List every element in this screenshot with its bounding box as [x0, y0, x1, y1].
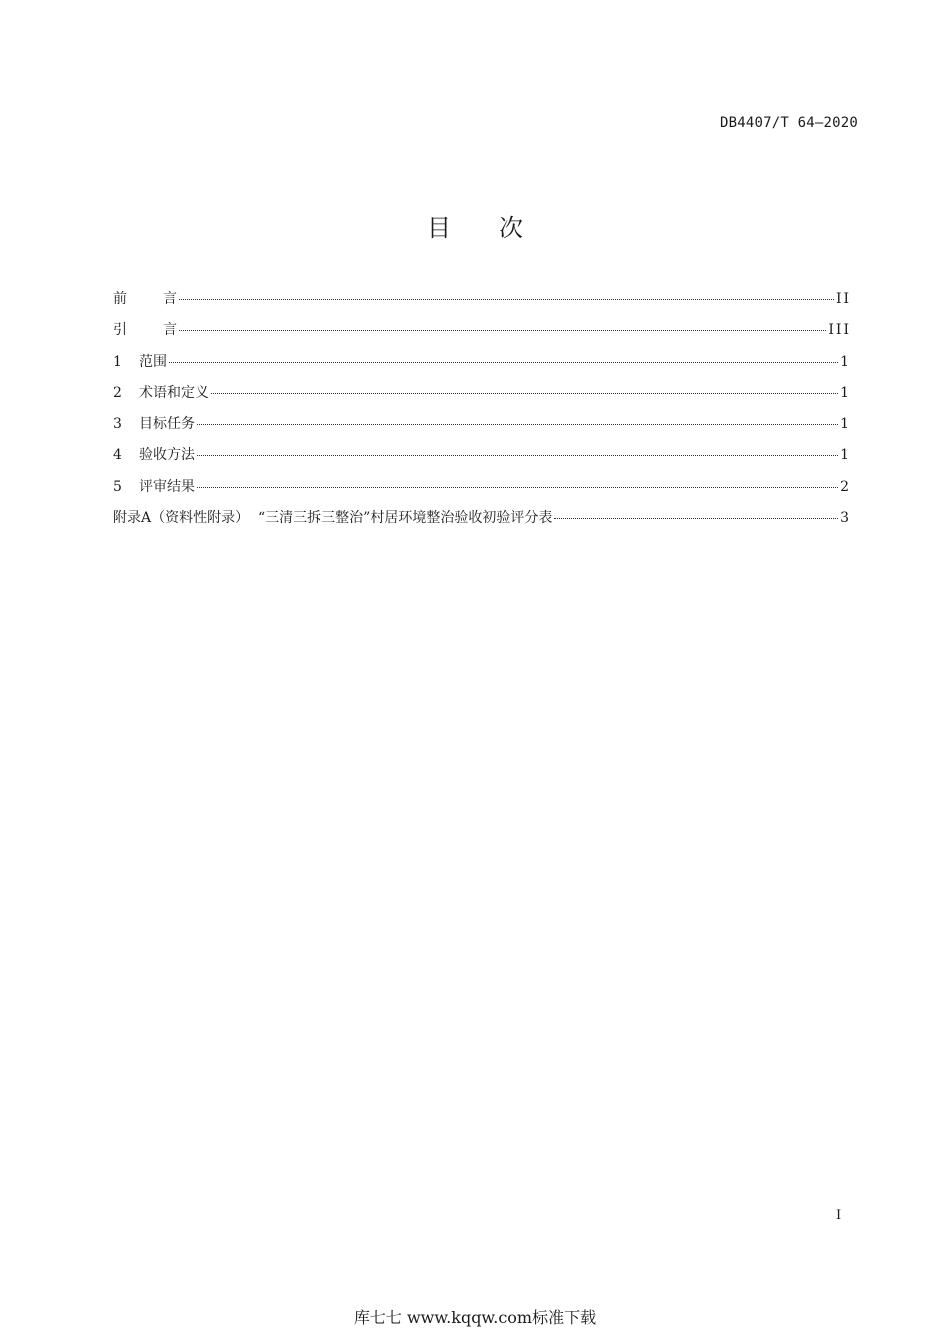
- toc-label-part: 前: [113, 291, 127, 307]
- toc-label: 验收方法: [139, 447, 195, 464]
- toc-page-number: 1: [840, 384, 851, 401]
- toc-entry-acceptance-method[interactable]: [113, 444, 851, 475]
- toc-label-part: 引: [113, 322, 127, 339]
- toc-entry-terms[interactable]: [113, 382, 851, 413]
- page-title: [0, 208, 950, 243]
- toc-entry-review-results[interactable]: [113, 476, 851, 507]
- title-char-1: 目: [427, 214, 451, 242]
- dot-leader: [211, 393, 838, 394]
- toc-label: 目标任务: [139, 416, 195, 433]
- toc-label: 术语和定义: [139, 384, 209, 401]
- dot-leader: [169, 362, 838, 363]
- toc-entry-objectives[interactable]: [113, 413, 851, 444]
- toc-page-number: 1: [840, 353, 851, 370]
- dot-leader: [179, 330, 826, 331]
- toc-page-number: III: [828, 322, 851, 339]
- table-of-contents: [113, 288, 851, 538]
- toc-section-number: 5: [113, 478, 122, 495]
- page-number: I: [836, 1208, 842, 1223]
- toc-entry-scope[interactable]: [113, 351, 851, 382]
- toc-entry-appendix-a[interactable]: [113, 507, 851, 538]
- toc-entry-foreword[interactable]: [113, 288, 851, 319]
- toc-section-number: 3: [113, 416, 122, 433]
- toc-label-part: 言: [163, 291, 177, 307]
- document-code: DB4407/T 64—2020: [719, 115, 858, 131]
- toc-label: 附录A（资料性附录） “三清三拆三整治”村居环境整治验收初验评分表: [113, 510, 553, 527]
- toc-entry-introduction[interactable]: [113, 319, 851, 350]
- toc-page-number: 1: [840, 447, 851, 464]
- title-char-2: 次: [499, 214, 523, 242]
- dot-leader: [554, 518, 838, 519]
- toc-section-number: 4: [113, 447, 122, 464]
- dot-leader: [197, 487, 838, 488]
- toc-page-number: II: [835, 291, 851, 307]
- toc-section-number: 1: [113, 353, 122, 370]
- dot-leader: [197, 424, 838, 425]
- footer-watermark-text: 库七七 www.kqqw.com标准下载: [353, 1308, 597, 1327]
- toc-label: 评审结果: [139, 478, 195, 495]
- toc-page-number: 1: [840, 416, 851, 433]
- toc-section-number: 2: [113, 384, 122, 401]
- toc-page-number: 2: [840, 478, 851, 495]
- toc-page-number: 3: [840, 510, 851, 527]
- toc-label-part: 言: [163, 322, 177, 339]
- dot-leader: [197, 455, 838, 456]
- dot-leader: [179, 299, 834, 300]
- toc-label: 范围: [139, 353, 167, 370]
